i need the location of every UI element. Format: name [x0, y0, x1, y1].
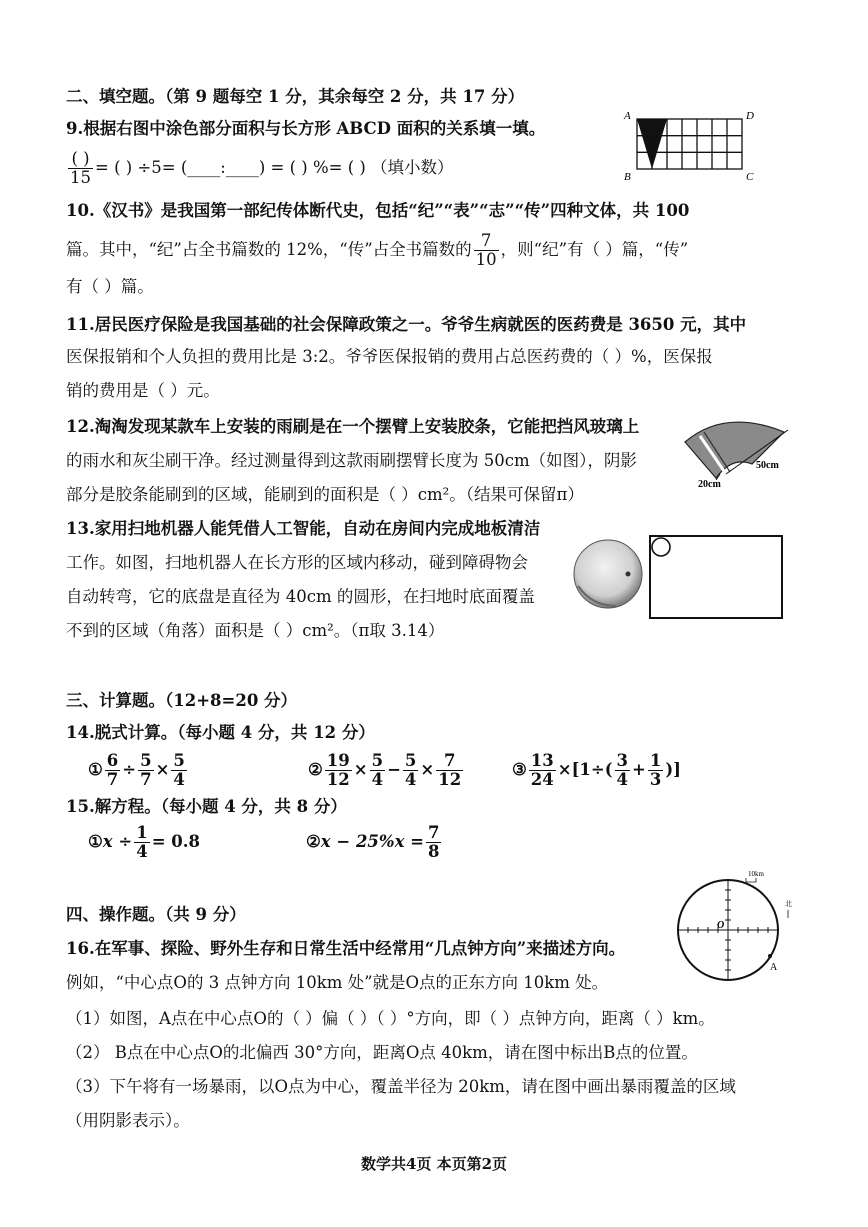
- q9-grid-figure: [622, 106, 772, 182]
- frac-den: 4: [371, 770, 384, 789]
- q13-line4: 不到的区域（角落）面积是（ ）cm²。（π取 3.14）: [66, 621, 445, 640]
- op: )]: [665, 760, 681, 779]
- frac-den: 4: [616, 770, 628, 789]
- frac-num: 13: [530, 751, 554, 770]
- q9-frac-den: 15: [70, 168, 91, 187]
- q14-mark-3: ③: [512, 760, 527, 779]
- section2-heading: 二、填空题。（第 9 题每空 1 分，其余每空 2 分，共 17 分）: [66, 87, 525, 106]
- frac-den: 12: [438, 770, 462, 789]
- frac-den: 3: [649, 770, 662, 789]
- scale-label: 10km: [748, 870, 764, 878]
- q13-robot-figure: [572, 530, 646, 614]
- q12-wiper-figure: [680, 412, 800, 494]
- q10-line2: [66, 232, 688, 269]
- q10-frac-den: 10: [475, 250, 497, 269]
- section4-heading: 四、操作题。（共 9 分）: [66, 905, 246, 924]
- q16-part3: （3）下午将有一场暴雨，以O点为中心，覆盖半径为 20km，请在图中画出暴雨覆盖的区域: [66, 1077, 736, 1096]
- frac-den: 24: [530, 770, 554, 789]
- label-20cm: 20cm: [698, 479, 721, 490]
- q15-text: 15.解方程。（每小题 4 分，共 8 分）: [66, 797, 347, 816]
- q9-fraction: [68, 150, 93, 187]
- op: ×[1÷(: [557, 760, 613, 779]
- q9-expression: [66, 150, 454, 187]
- label-50cm: 50cm: [756, 460, 779, 471]
- frac-num: 7: [428, 823, 440, 842]
- op: +: [632, 760, 646, 779]
- north-label: 北: [785, 900, 792, 908]
- point-a-label: A: [770, 962, 778, 973]
- frac-den: 4: [136, 842, 148, 861]
- q14-problem-2: [308, 752, 465, 789]
- frac-num: 5: [371, 751, 384, 770]
- q11-line3: 销的费用是（ ）元。: [66, 381, 220, 400]
- label-b: B: [624, 171, 631, 182]
- q9-expr: = ( ) ÷5= (____:____) = ( ) %= ( ) （填小数）: [95, 158, 454, 177]
- frac-num: 19: [326, 751, 350, 770]
- q10-line2b: ，则“纪”有（ ）篇，“传”: [500, 240, 689, 259]
- q10-line3: 有（ ）篇。: [66, 277, 154, 296]
- q16-part3b: （用阴影表示）。: [66, 1111, 190, 1130]
- q10-fraction: [474, 232, 499, 269]
- label-d: D: [746, 110, 754, 122]
- q10-frac-num: 7: [474, 232, 499, 251]
- eq-lhs: x − 25%x =: [320, 832, 424, 851]
- q12-line3: 部分是胶条能刷到的区域，能刷到的面积是（ ）cm²。（结果可保留π）: [66, 485, 584, 504]
- section3-heading: 三、计算题。（12+8=20 分）: [66, 691, 298, 710]
- q15-equation-1: [88, 824, 200, 861]
- q13-line1: 13.家用扫地机器人能凭借人工智能，自动在房间内完成地板清洁: [66, 519, 541, 538]
- frac-num: 5: [173, 751, 185, 770]
- q11-line2: 医保报销和个人负担的费用比是 3:2。爷爷医保报销的费用占总医药费的（ ）%，医保报: [66, 347, 713, 366]
- q14-text: 14.脱式计算。（每小题 4 分，共 12 分）: [66, 723, 375, 742]
- q9-text: 9.根据右图中涂色部分面积与长方形 ABCD 面积的关系填一填。: [66, 119, 546, 138]
- page-footer: 数学共4页 本页第2页: [360, 1155, 508, 1173]
- q13-line3: 自动转弯，它的底盘是直径为 40cm 的圆形，在扫地时底面覆盖: [66, 587, 535, 606]
- eq-rhs: = 0.8: [151, 832, 200, 851]
- frac-den: 7: [106, 770, 119, 789]
- q16-part1: （1）如图，A点在中心点O的（ ）偏（ ）（ ）°方向，即（ ）点钟方向，距离（ ）km。: [66, 1009, 715, 1028]
- frac-den: 12: [326, 770, 350, 789]
- label-c: C: [746, 171, 754, 182]
- center-label: O: [717, 920, 725, 931]
- q10-line2a: 篇。其中，“纪”占全书篇数的 12%，“传”占全书篇数的: [66, 240, 472, 259]
- op: −: [387, 760, 401, 779]
- eq-lhs: x ÷: [102, 832, 133, 851]
- q14-mark-2: ②: [308, 760, 323, 779]
- frac-num: 3: [616, 751, 628, 770]
- frac-num: 6: [106, 751, 119, 770]
- frac-num: 5: [404, 751, 417, 770]
- op: ×: [353, 760, 368, 779]
- op: ×: [420, 760, 435, 779]
- q14-mark-1: ①: [88, 760, 103, 779]
- frac-num: 1: [649, 751, 662, 770]
- q10-line1: [66, 200, 689, 222]
- frac-den: 7: [140, 770, 152, 789]
- q16-line1: 16.在军事、探险、野外生存和日常生活中经常用“几点钟方向”来描述方向。: [66, 939, 626, 958]
- frac-den: 4: [404, 770, 417, 789]
- op: ÷: [122, 760, 137, 779]
- q13-room-figure: [648, 534, 784, 620]
- q16-part2: （2） B点在中心点O的北偏西 30°方向，距离O点 40km，请在图中标出B点的位置。: [66, 1043, 698, 1062]
- q11-line1: 11.居民医疗保险是我国基础的社会保障政策之一。爷爷生病就医的医药费是 3650 元，其中: [66, 315, 747, 334]
- frac-den: 4: [173, 770, 185, 789]
- q14-problem-3: [512, 752, 681, 789]
- q9-frac-num: ( ): [68, 150, 93, 169]
- q15-mark-2: ②: [306, 832, 321, 851]
- op: ×: [155, 760, 170, 779]
- point-a: [768, 954, 772, 958]
- scale-bar: [746, 878, 756, 882]
- q14-problem-1: [88, 752, 189, 789]
- frac-num: 7: [436, 752, 463, 771]
- frac-den: 8: [428, 842, 440, 861]
- frac-num: 1: [136, 823, 148, 842]
- q16-line2: 例如，“中心点O的 3 点钟方向 10km 处”就是O点的正东方向 10km 处。: [66, 973, 609, 992]
- q15-equation-2: [306, 824, 443, 861]
- q16-direction-figure: [670, 866, 800, 982]
- label-a: A: [624, 110, 631, 122]
- q13-line2: 工作。如图，扫地机器人在长方形的区域内移动，碰到障碍物会: [66, 553, 528, 572]
- q10-line1-text: 10.《汉书》是我国第一部纪传体断代史，包括“纪”“表”“志”“传”四种文体，共 100: [66, 201, 690, 220]
- q12-line2: 的雨水和灰尘刷干净。经过测量得到这款雨刷摆臂长度为 50cm（如图），阴影: [66, 451, 637, 470]
- frac-num: 5: [140, 751, 152, 770]
- q15-mark-1: ①: [88, 832, 103, 851]
- q12-line1: 12.淘淘发现某款车上安装的雨刷是在一个摆臂上安装胶条，它能把挡风玻璃上: [66, 417, 640, 436]
